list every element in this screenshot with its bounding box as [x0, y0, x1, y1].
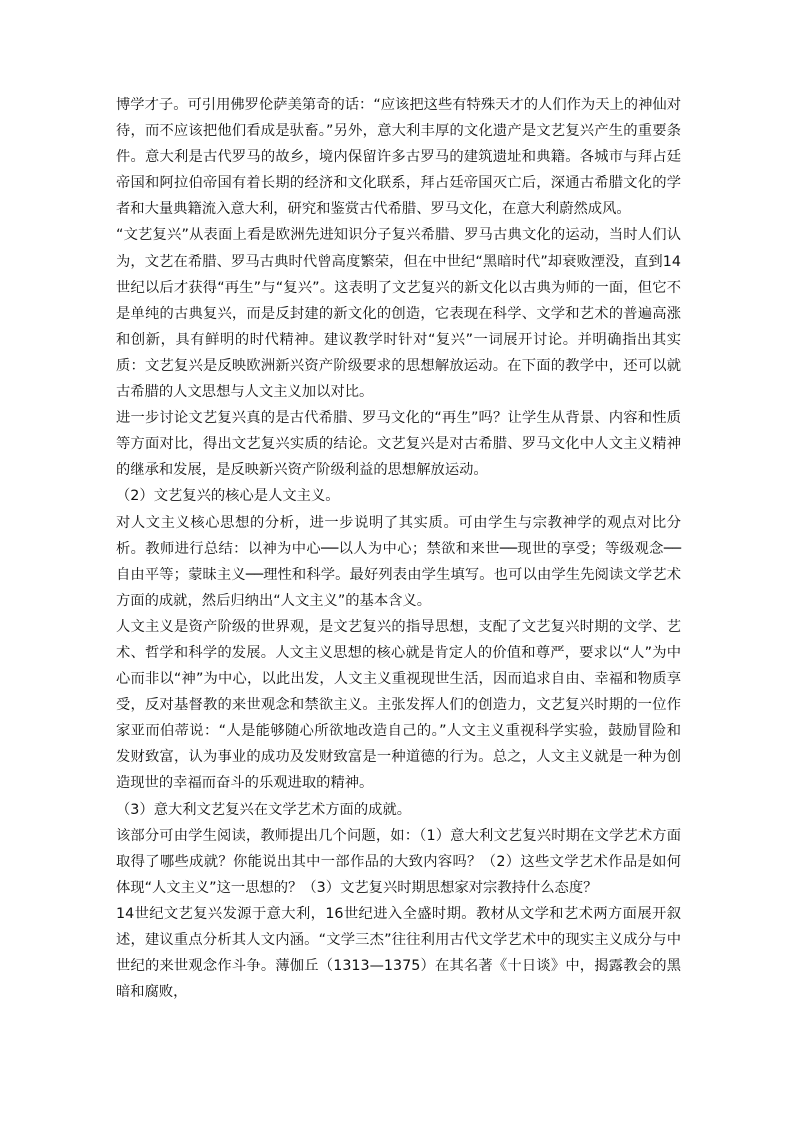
document-body — [116, 92, 681, 1005]
paragraph-renaissance-meaning: “文艺复兴”从表面上看是欧洲先进知识分子复兴希腊、罗马古典文化的运动，当时人们认为，文艺在希腊、罗马古典时代曾高度繁荣，但在中世纪“黑暗时代”却衰败湮没，直到14世纪以后才获得“再生”与“复兴”。这表明了文艺复兴的新文化以古典为师的一面，但它不是单纯的古典复兴，而是反封建的新文化的创造，它表现在科学、文学和艺术的普遍高涨和创新，具有鲜明的时代精神。建议教学时针对“复兴”一词展开讨论。并明确指出其实质：文艺复兴是反映欧洲新兴资产阶级要求的思想解放运动。在下面的教学中，还可以就古希腊的人文思想与人文主义加以对比。 — [116, 227, 681, 401]
section-heading-humanism: （2）文艺复兴的核心是人文主义。 — [116, 488, 340, 505]
section-heading-achievements: （3）意大利文艺复兴在文学艺术方面的成就。 — [116, 801, 412, 818]
paragraph-rebirth-discussion: 进一步讨论文艺复兴真的是古代希腊、罗马文化的“再生”吗？让学生从背景、内容和性质等方面对比，得出文艺复兴实质的结论。文艺复兴是对古希腊、罗马文化中人文主义精神的继承和发展，是反映新兴资产阶级利益的思想解放运动。 — [116, 410, 681, 479]
paragraph-literary-giants: 14世纪文艺复兴发源于意大利，16世纪进入全盛时期。教材从文学和艺术两方面展开叙述，建议重点分析其人文内涵。“文学三杰”往往利用古代文学艺术中的现实主义成分与中世纪的来世观念作斗争。薄伽丘（1313—1375）在其名著《十日谈》中，揭露教会的黑暗和腐败， — [116, 905, 681, 1001]
paragraph-reading-questions: 该部分可由学生阅读，教师提出几个问题，如：（1）意大利文艺复兴时期在文学艺术方面取得了哪些成就？你能说出其中一部作品的大致内容吗？（2）这些文学艺术作品是如何体现“人文主义”这一思想的？（3）文艺复兴时期思想家对宗教持什么态度？ — [116, 827, 681, 896]
paragraph-humanism-analysis: 对人文主义核心思想的分析，进一步说明了其实质。可由学生与宗教神学的观点对比分析。教师进行总结：以神为中心──以人为中心；禁欲和来世──现世的享受；等级观念──自由平等；蒙昧主义──理性和科学。最好列表由学生填写。也可以由学生先阅读文学艺术方面的成就，然后归纳出“人文主义”的基本含义。 — [116, 514, 681, 609]
paragraph-humanism-worldview: 人文主义是资产阶级的世界观，是文艺复兴的指导思想，支配了文艺复兴时期的文学、艺术、哲学和科学的发展。人文主义思想的核心就是肯定人的价值和尊严，要求以“人”为中心而非以“神”为中心，以此出发，人文主义重视现世生活，因而追求自由、幸福和物质享受，反对基督教的来世观念和禁欲主义。主张发挥人们的创造力，文艺复兴时期的一位作家亚而伯蒂说：“人是能够随心所欲地改造自己的。”人文主义重视科学实验，鼓励冒险和发财致富，认为事业的成功及发财致富是一种道德的行为。总之，人文主义就是一种为创造现世的幸福而奋斗的乐观进取的精神。 — [116, 618, 681, 792]
paragraph-background: 博学才子。可引用佛罗伦萨美第奇的话：“应该把这些有特殊天才的人们作为天上的神仙对待，而不应该把他们看成是驮畜。”另外，意大利丰厚的文化遗产是文艺复兴产生的重要条件。意大利是古代罗马的故乡，境内保留许多古罗马的建筑遗址和典籍。各城市与拜占廷帝国和阿拉伯帝国有着长期的经济和文化联系，拜占廷帝国灭亡后，深通古希腊文化的学者和大量典籍流入意大利，研究和鉴赏古代希腊、罗马文化，在意大利蔚然成风。 — [116, 97, 681, 218]
